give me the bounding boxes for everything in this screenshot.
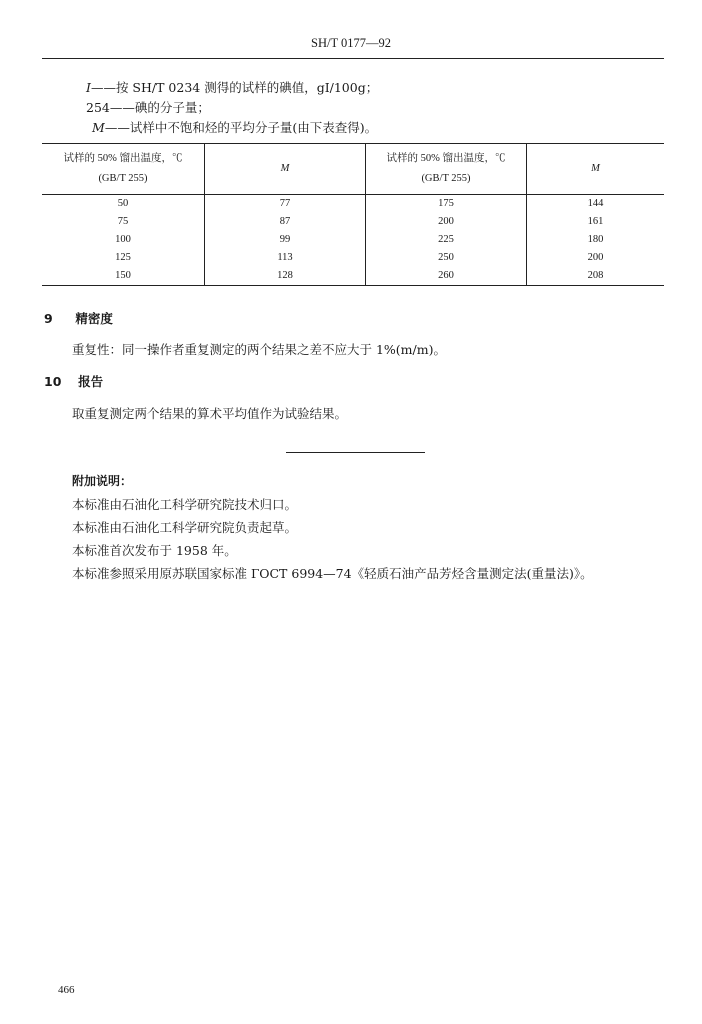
table-cell: 50 bbox=[42, 195, 205, 214]
table-cell: 99 bbox=[205, 231, 366, 249]
table-row bbox=[42, 249, 664, 267]
table-header-m: M bbox=[205, 144, 366, 195]
section-title: 报告 bbox=[78, 374, 104, 389]
temp-label: 试样的 50% 馏出温度，℃ bbox=[63, 153, 183, 164]
table-cell: 225 bbox=[366, 231, 527, 249]
page-number: 466 bbox=[58, 984, 75, 996]
notes-line: 本标准参照采用原苏联国家标准 ГОСТ 6994—74《轻质石油产品芳烃含量测定法(重量法)》。 bbox=[72, 566, 593, 581]
definition-symbol: M bbox=[92, 120, 105, 135]
section-divider bbox=[286, 452, 425, 453]
table-row bbox=[42, 267, 664, 286]
section-9-text: 重复性：同一操作者重复测定的两个结果之差不应大于 1%(m/m)。 bbox=[72, 342, 446, 357]
section-10-heading bbox=[44, 372, 103, 390]
definition-text: ——按 SH/T 0234 测得的试样的碘值，gI/100g； bbox=[90, 80, 379, 95]
table-cell: 260 bbox=[366, 267, 527, 286]
header-rule bbox=[42, 58, 664, 59]
page-header: SH/T 0177—92 bbox=[311, 36, 391, 50]
molecular-weight-table bbox=[42, 143, 664, 286]
definition-m bbox=[92, 118, 377, 136]
table-cell: 150 bbox=[42, 267, 205, 286]
table-cell: 113 bbox=[205, 249, 366, 267]
notes-line: 本标准首次发布于 1958 年。 bbox=[72, 543, 237, 558]
definition-text: ——试样中不饱和烃的平均分子量(由下表查得)。 bbox=[104, 120, 378, 135]
table-cell: 180 bbox=[587, 234, 604, 245]
notes-line: 本标准由石油化工科学研究院技术归口。 bbox=[72, 497, 298, 512]
table-cell: 250 bbox=[366, 249, 527, 267]
table-cell: 87 bbox=[205, 213, 366, 231]
table-cell: 144 bbox=[587, 198, 604, 209]
temp-std: (GB/T 255) bbox=[421, 173, 471, 184]
table-row bbox=[42, 195, 664, 214]
section-number: 10 bbox=[44, 374, 62, 389]
table-cell: 200 bbox=[366, 213, 527, 231]
table-header-m: M bbox=[527, 144, 665, 195]
table-cell: 128 bbox=[205, 267, 366, 286]
definition-symbol: I bbox=[86, 80, 91, 95]
table-cell: 161 bbox=[587, 216, 604, 227]
definition-symbol: 254 bbox=[86, 100, 110, 115]
section-9-heading bbox=[44, 309, 113, 327]
table-row bbox=[42, 213, 664, 231]
table-header-row bbox=[42, 144, 664, 195]
definition-254 bbox=[86, 98, 210, 116]
temp-std: (GB/T 255) bbox=[98, 173, 148, 184]
notes-line: 本标准由石油化工科学研究院负责起草。 bbox=[72, 520, 298, 535]
section-10-text: 取重复测定两个结果的算术平均值作为试验结果。 bbox=[72, 406, 348, 421]
table-header-temp bbox=[42, 144, 205, 195]
notes-title: 附加说明： bbox=[72, 474, 133, 488]
table-row bbox=[42, 231, 664, 249]
table-cell: 125 bbox=[42, 249, 205, 267]
table-cell: 200 bbox=[587, 252, 604, 263]
table-cell: 175 bbox=[366, 195, 527, 214]
table-cell: 75 bbox=[42, 213, 205, 231]
definition-i bbox=[86, 78, 378, 96]
table-cell: 77 bbox=[205, 195, 366, 214]
definition-text: ——碘的分子量； bbox=[109, 100, 210, 115]
table-cell: 208 bbox=[587, 270, 604, 281]
table-cell: 100 bbox=[42, 231, 205, 249]
section-title: 精密度 bbox=[75, 311, 113, 326]
table-header-temp bbox=[366, 144, 527, 195]
section-number: 9 bbox=[44, 311, 53, 326]
temp-label: 试样的 50% 馏出温度，℃ bbox=[386, 153, 506, 164]
